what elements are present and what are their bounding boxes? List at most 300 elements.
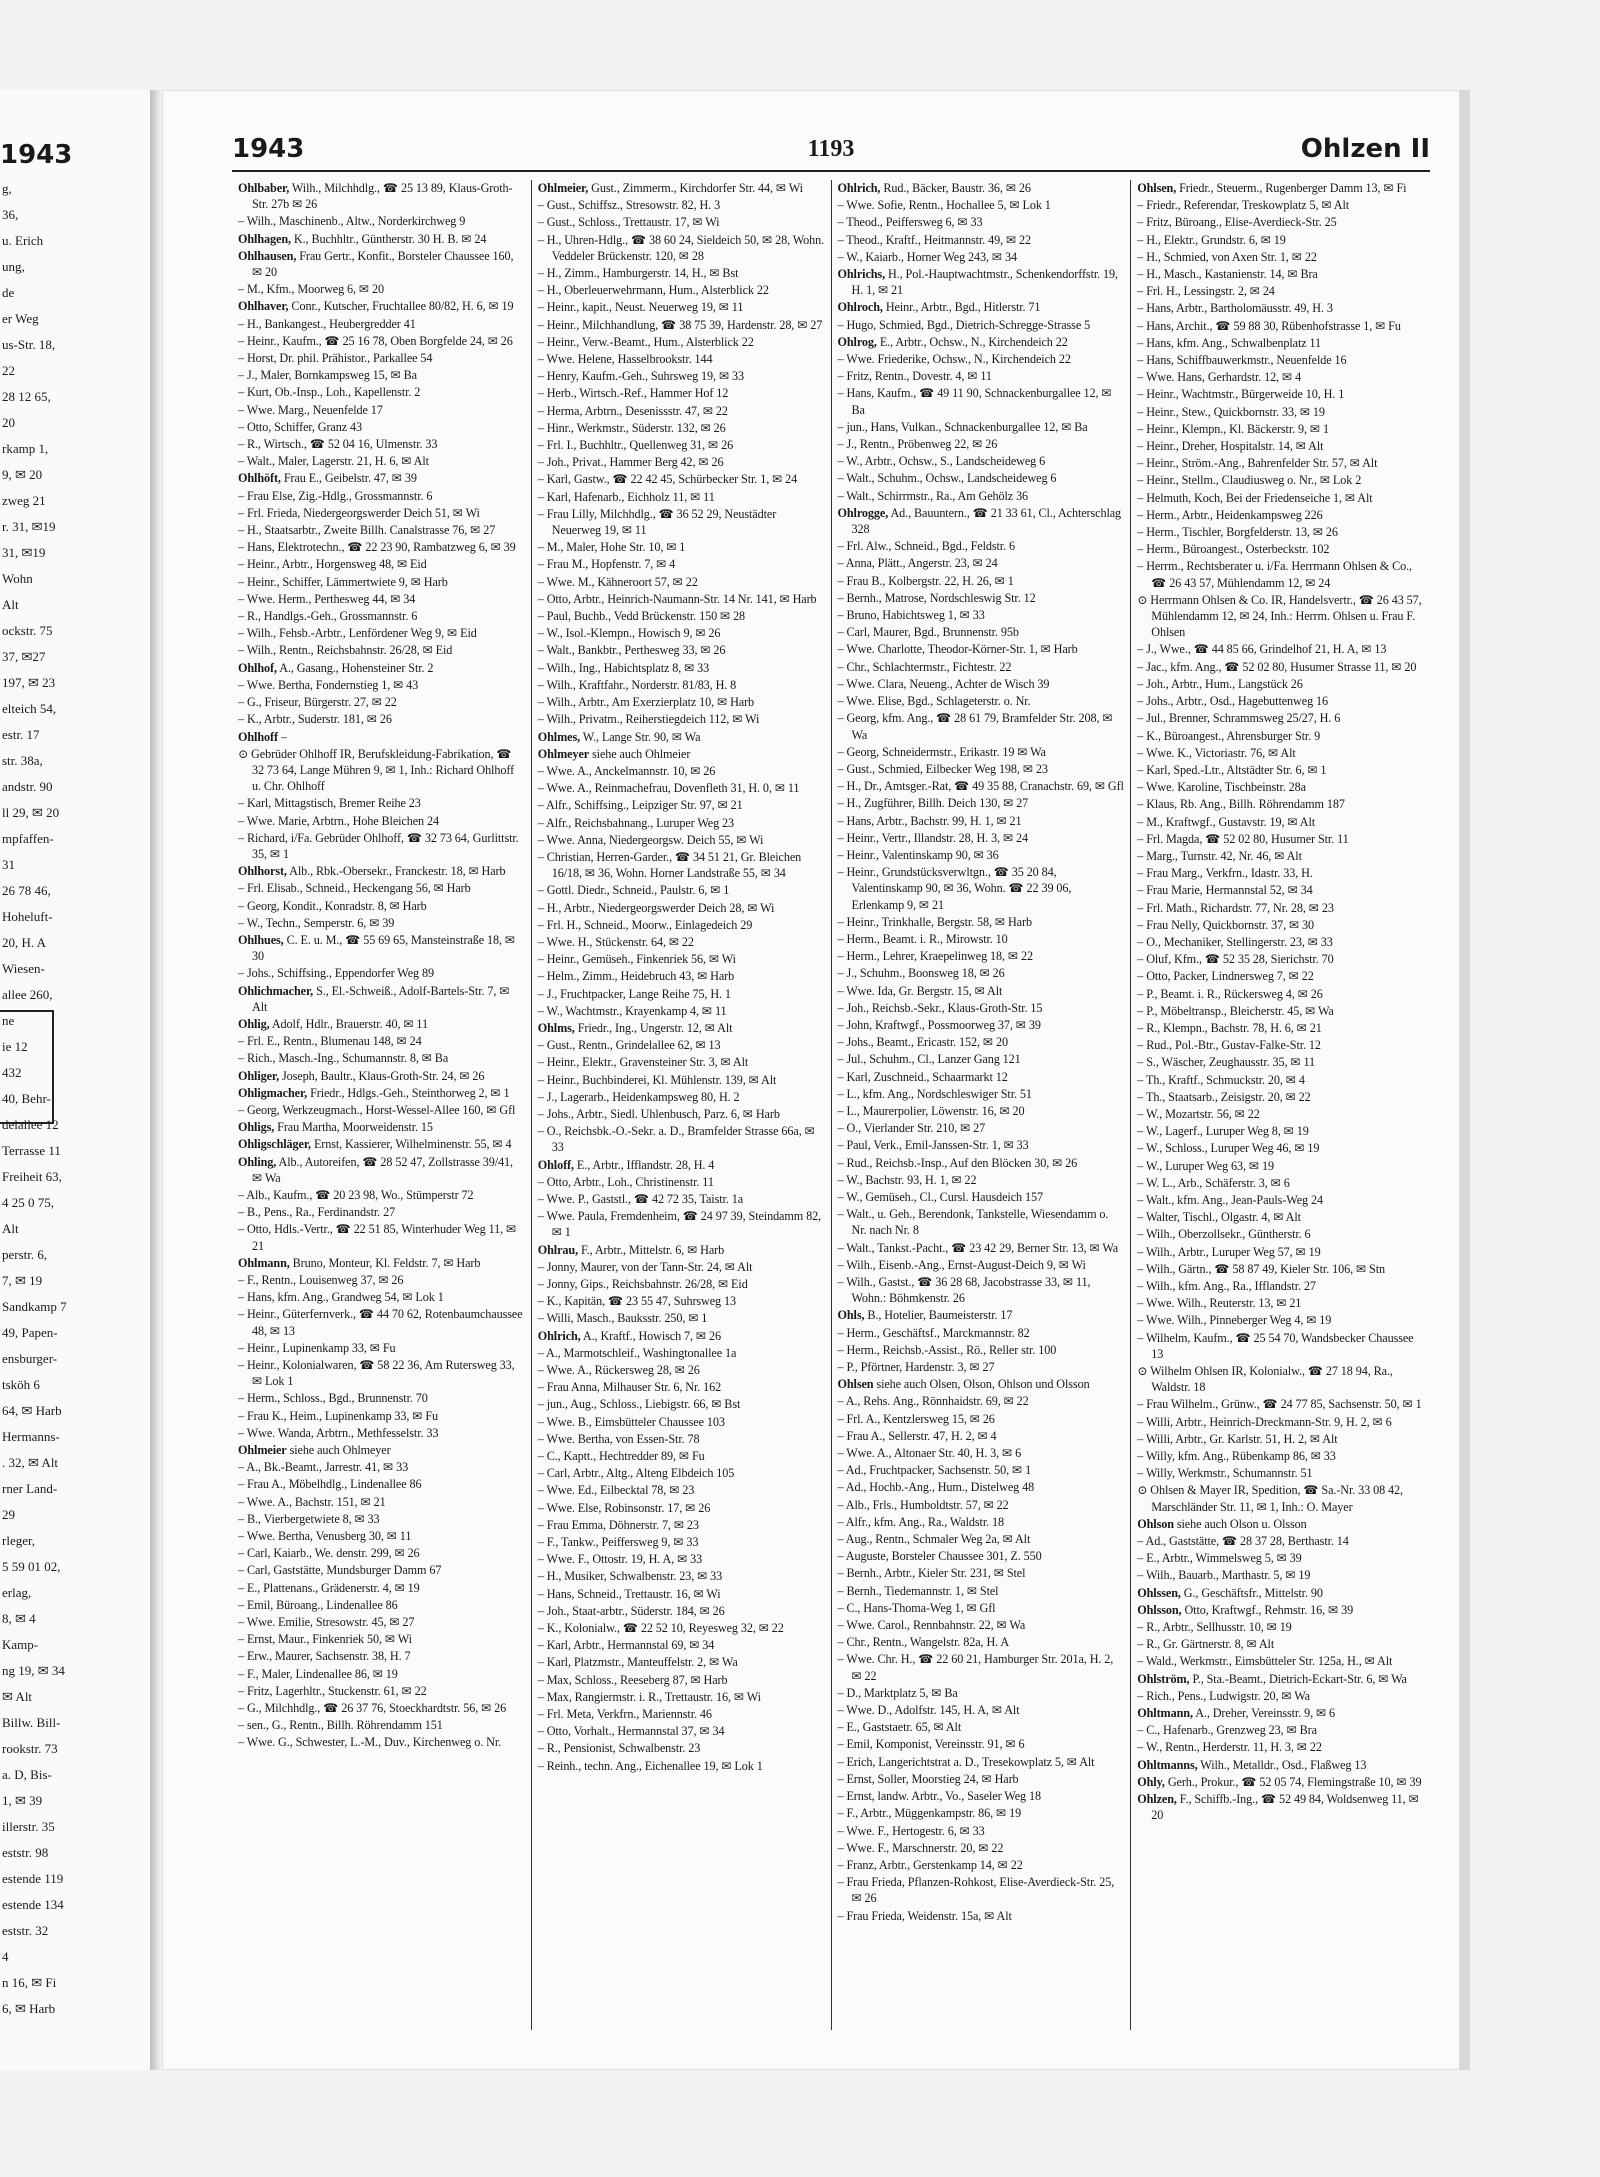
entry-details: – Wwe. A., Bachstr. 151, ✉ 21 bbox=[238, 1494, 386, 1509]
entry-details: – G., Friseur, Bürgerstr. 27, ✉ 22 bbox=[238, 695, 397, 710]
directory-entry bbox=[1137, 558, 1424, 590]
entry-details: A., Gasang., Hohensteiner Str. 2 bbox=[279, 660, 434, 675]
entry-details: – Carl, Maurer, Bgd., Brunnenstr. 95b bbox=[837, 625, 1019, 640]
directory-entry bbox=[238, 384, 525, 400]
directory-entry bbox=[1137, 1089, 1424, 1105]
directory-entry bbox=[538, 1551, 825, 1567]
directory-entry bbox=[238, 574, 525, 590]
directory-entry bbox=[838, 1874, 1125, 1906]
entry-details: – Willi, Masch., Bauksstr. 250, ✉ 1 bbox=[537, 1311, 708, 1326]
directory-entry bbox=[838, 197, 1125, 213]
entry-details: S., El.-Schweiß., Adolf-Bartels-Str. 7, ✉ Alt bbox=[252, 983, 510, 1014]
entry-details: – K., Kapitän, ☎ 23 55 47, Suhrsweg 13 bbox=[537, 1294, 736, 1309]
directory-entry bbox=[538, 642, 825, 658]
directory-entry bbox=[238, 1340, 525, 1356]
facing-page-fragment-line: 31, ✉19 bbox=[2, 545, 46, 560]
directory-entry bbox=[838, 1325, 1125, 1341]
facing-page-fragment-line: er Weg bbox=[2, 311, 39, 326]
entry-details: – Johs., Schiffsing., Eppendorfer Weg 89 bbox=[238, 966, 434, 981]
directory-entry bbox=[838, 334, 1125, 350]
entry-details: – H., Zimm., Hamburgerstr. 14, H., ✉ Bst bbox=[537, 266, 739, 281]
directory-entry bbox=[538, 625, 825, 641]
directory-entry bbox=[1137, 1175, 1424, 1191]
entry-details: – Wwe. Carol., Rennbahnstr. 22, ✉ Wa bbox=[837, 1618, 1026, 1633]
entry-details: – Rud., Pol.-Btr., Gustav-Falke-Str. 12 bbox=[1137, 1038, 1321, 1053]
entry-surname: Ohlhöft, bbox=[238, 471, 281, 486]
entry-details: – C., Kaptt., Hechtredder 89, ✉ Fu bbox=[537, 1449, 705, 1464]
directory-entry bbox=[838, 1805, 1125, 1821]
entry-details: – Heinr., Schiffer, Lämmertwiete 9, ✉ Harb bbox=[238, 574, 448, 589]
entry-details: – Erich, Langerichtstrat a. D., Tresekowplatz 5, ✉ Alt bbox=[837, 1754, 1095, 1769]
directory-entry bbox=[238, 1016, 525, 1032]
directory-entry bbox=[1137, 266, 1424, 282]
directory-entry bbox=[538, 1242, 825, 1258]
directory-entry bbox=[838, 778, 1125, 794]
facing-page-fragment-line: Hermanns- bbox=[2, 1429, 60, 1444]
directory-entry bbox=[838, 1514, 1125, 1530]
directory-entry bbox=[538, 1293, 825, 1309]
facing-page-fragment-line: Kamp- bbox=[2, 1637, 39, 1652]
facing-page-fragment-line: 197, ✉ 23 bbox=[2, 675, 56, 690]
entry-details: – K., Arbtr., Suderstr. 181, ✉ 26 bbox=[238, 712, 392, 727]
entry-details: – Rud., Reichsb.-Insp., Auf den Blöcken 30, ✉ 26 bbox=[837, 1155, 1078, 1170]
facing-page-fragment-line: ie 12 bbox=[2, 1039, 28, 1054]
entry-details: – W., Arbtr., Ochsw., S., Landscheideweg 6 bbox=[837, 454, 1046, 469]
entry-surname: Ohlsen, bbox=[1137, 181, 1177, 195]
entry-surname: Ohlms, bbox=[537, 1020, 575, 1035]
directory-entry bbox=[1137, 1567, 1424, 1583]
entry-details: – Erw., Maurer, Sachsenstr. 38, H. 7 bbox=[238, 1649, 411, 1664]
entry-details: – C., Hafenarb., Grenzweg 23, ✉ Bra bbox=[1137, 1723, 1317, 1738]
entry-details: – Heinr., Buchbinderei, Kl. Mühlenstr. 139, ✉ Alt bbox=[537, 1072, 777, 1087]
directory-entry bbox=[838, 436, 1125, 452]
entry-details: – L., kfm. Ang., Nordschleswiger Str. 51 bbox=[837, 1086, 1032, 1101]
directory-entry bbox=[1137, 1533, 1424, 1549]
directory-entry bbox=[838, 1069, 1125, 1085]
entry-details: – F., Tankw., Peiffersweg 9, ✉ 33 bbox=[537, 1535, 699, 1550]
directory-entry bbox=[538, 797, 825, 813]
entry-details: – Heinr., Kaufm., ☎ 25 16 78, Oben Borgfelde 24, ✉ 26 bbox=[238, 333, 513, 348]
directory-entry bbox=[538, 1089, 825, 1105]
entry-details: – Wwe. F., Marschnerstr. 20, ✉ 22 bbox=[837, 1840, 1004, 1855]
directory-entry bbox=[238, 1666, 525, 1682]
directory-entry bbox=[1137, 1261, 1424, 1277]
directory-entry bbox=[838, 710, 1125, 742]
entry-details: – Heinr., Kolonialwaren, ☎ 58 22 36, Am Rutersweg 33, ✉ Lok 1 bbox=[238, 1358, 515, 1389]
entry-details: – Heinr., Milchhandlung, ☎ 38 75 39, Hardenstr. 28, ✉ 27 bbox=[537, 317, 823, 332]
facing-page-fragment-line: ll 29, ✉ 20 bbox=[2, 805, 60, 820]
entry-details: – H., Elektr., Grundstr. 6, ✉ 19 bbox=[1137, 232, 1286, 247]
entry-details: H., Pol.-Hauptwachtmstr., Schenkendorffstr. 19, H. 1, ✉ 21 bbox=[851, 267, 1118, 298]
directory-entry bbox=[238, 1511, 525, 1527]
directory-entry bbox=[838, 1565, 1125, 1581]
entry-details: – H., Dr., Amtsger.-Rat, ☎ 49 35 88, Cranachstr. 69, ✉ Gfl bbox=[837, 779, 1124, 794]
directory-entry bbox=[838, 914, 1125, 930]
entry-details: – Alb., Kaufm., ☎ 20 23 98, Wo., Stümperstr 72 bbox=[238, 1187, 474, 1202]
directory-entry bbox=[238, 1119, 525, 1135]
entry-details: – Frau Wilhelm., Grünw., ☎ 24 77 85, Sachsenstr. 50, ✉ 1 bbox=[1137, 1397, 1422, 1412]
entry-details: – Carl, Kaiarb., We. denstr. 299, ✉ 26 bbox=[238, 1546, 420, 1561]
directory-entry bbox=[1137, 1158, 1424, 1174]
entry-details: – John, Kraftwgf., Possmoorweg 37, ✉ 39 bbox=[837, 1017, 1041, 1032]
directory-entry bbox=[238, 1408, 525, 1424]
directory-entry bbox=[838, 1137, 1125, 1153]
entry-details: W., Lange Str. 90, ✉ Wa bbox=[582, 729, 701, 744]
entry-details: – H., Bankangest., Heubergredder 41 bbox=[238, 316, 416, 331]
entry-details: – W., Techn., Semperstr. 6, ✉ 39 bbox=[238, 915, 395, 930]
directory-entry bbox=[1137, 641, 1424, 657]
entry-details: – R., Gr. Gärtnerstr. 8, ✉ Alt bbox=[1137, 1637, 1275, 1652]
entry-details: – Wwe. Anna, Niedergeorgsw. Deich 55, ✉ Wi bbox=[537, 832, 764, 847]
entry-details: ⊙ Wilhelm Ohlsen IR, Kolonialw., ☎ 27 18 94, Ra., Waldstr. 18 bbox=[1137, 1364, 1393, 1395]
directory-entry bbox=[838, 317, 1125, 333]
entry-details: – Bernh., Tiedemannstr. 1, ✉ Stel bbox=[837, 1583, 999, 1598]
directory-entry bbox=[838, 641, 1125, 657]
entry-details: – Alfr., Reichsbahnang., Luruper Weg 23 bbox=[537, 815, 735, 830]
entry-details: – Wwe. A., Rückersweg 28, ✉ 26 bbox=[537, 1363, 700, 1378]
entry-details: – sen., G., Rentn., Billh. Röhrendamm 151 bbox=[238, 1718, 443, 1733]
directory-entry bbox=[238, 1068, 525, 1084]
directory-entry bbox=[538, 1259, 825, 1275]
entry-details: – Wilh., Arbtr., Luruper Weg 57, ✉ 19 bbox=[1137, 1244, 1321, 1259]
entry-details: – Heinr., kapit., Neust. Neuerweg 19, ✉ 11 bbox=[537, 300, 744, 315]
directory-entry bbox=[238, 505, 525, 521]
entry-details: – H., Arbtr., Niedergeorgswerder Deich 28, ✉ Wi bbox=[537, 900, 775, 915]
entry-details: – W., Rentn., Herderstr. 11, H. 3, ✉ 22 bbox=[1137, 1740, 1322, 1755]
directory-entry bbox=[538, 574, 825, 590]
directory-entry bbox=[1137, 524, 1424, 540]
directory-entry bbox=[238, 1357, 525, 1389]
directory-entry bbox=[1137, 1244, 1424, 1260]
directory-entry bbox=[838, 1189, 1125, 1205]
facing-page-fragment-line: rkamp 1, bbox=[2, 441, 49, 456]
entry-details: – C., Hans-Thoma-Weg 1, ✉ Gfl bbox=[837, 1600, 996, 1615]
entry-details: G., Geschäftsfr., Mittelstr. 90 bbox=[1183, 1585, 1323, 1600]
directory-entry bbox=[838, 693, 1125, 709]
entry-surname: Ohlhof, bbox=[238, 660, 277, 675]
facing-page-fragment-line: 432 bbox=[2, 1065, 22, 1080]
directory-entry bbox=[238, 213, 525, 229]
directory-entry bbox=[538, 471, 825, 487]
entry-details: – Wilh., kfm. Ang., Ra., Ifflandstr. 27 bbox=[1137, 1279, 1316, 1293]
directory-entry bbox=[838, 676, 1125, 692]
directory-entry bbox=[838, 1000, 1125, 1016]
entry-details: – Wwe. Bertha, Fondernstieg 1, ✉ 43 bbox=[238, 677, 419, 692]
directory-entry bbox=[838, 830, 1125, 846]
entry-surname: Ohligmacher, bbox=[238, 1085, 308, 1100]
entry-details: – Jul., Schuhm., Cl., Lanzer Gang 121 bbox=[837, 1052, 1021, 1067]
directory-entry bbox=[838, 1908, 1125, 1924]
entry-details: – Hans, Schneid., Trettaustr. 16, ✉ Wi bbox=[537, 1586, 721, 1601]
directory-entry bbox=[538, 677, 825, 693]
entry-details: siehe auch Ohlmeier bbox=[592, 746, 691, 761]
entry-details: – W., Gemüseh., Cl., Cursl. Hausdeich 157 bbox=[837, 1189, 1043, 1204]
directory-entry bbox=[538, 780, 825, 796]
header-page-number: 1193 bbox=[807, 136, 855, 162]
directory-entry bbox=[838, 180, 1125, 196]
directory-entry bbox=[238, 1683, 525, 1699]
directory-entry bbox=[1137, 968, 1424, 984]
entry-details: – R., Klempn., Bachstr. 78, H. 6, ✉ 21 bbox=[1137, 1020, 1322, 1035]
entry-details: ⊙ Ohlsen & Mayer IR, Spedition, ☎ Sa.-Nr. 33 08 42, Marschländer Str. 11, ✉ 1, Inh.: O. Mayer bbox=[1137, 1483, 1403, 1514]
directory-entry bbox=[538, 282, 825, 298]
entry-details: – P., Möbeltransp., Bleicherstr. 45, ✉ Wa bbox=[1137, 1003, 1334, 1018]
facing-page-fragment-line: a. D, Bis- bbox=[2, 1767, 52, 1782]
directory-entry bbox=[1137, 986, 1424, 1002]
directory-entry bbox=[238, 231, 525, 247]
facing-page-fragment-line: 6, ✉ Harb bbox=[2, 2001, 56, 2016]
directory-entry bbox=[538, 232, 825, 264]
entry-details: – Otto, Vorhalt., Hermannstal 37, ✉ 34 bbox=[537, 1724, 725, 1739]
entry-details: – Ernst, landw. Arbtr., Vo., Saseler Weg 18 bbox=[837, 1789, 1041, 1804]
directory-entry bbox=[1137, 1192, 1424, 1208]
directory-entry bbox=[238, 1136, 525, 1152]
directory-entry bbox=[238, 248, 525, 280]
entry-details: – S., Wäscher, Zeughausstr. 35, ✉ 11 bbox=[1137, 1055, 1315, 1070]
entry-details: – Johs., Beamt., Ericastr. 152, ✉ 20 bbox=[837, 1035, 1008, 1050]
directory-entry bbox=[1137, 455, 1424, 471]
directory-entry bbox=[538, 506, 825, 538]
directory-entry bbox=[538, 1482, 825, 1498]
entry-details: – J., Lagerarb., Heidenkampsweg 80, H. 2 bbox=[537, 1089, 740, 1104]
directory-entry bbox=[238, 1033, 525, 1049]
directory-entry bbox=[538, 1123, 825, 1155]
entry-details: – H., Uhren-Hdlg., ☎ 38 60 24, Sieldeich 50, ✉ 28, Wohn. Veddeler Brückenstr. 120, ✉ 28 bbox=[537, 232, 825, 263]
entry-details: – Frau K., Heim., Lupinenkamp 33, ✉ Fu bbox=[238, 1408, 439, 1423]
entry-details: – W., Mozartstr. 56, ✉ 22 bbox=[1137, 1106, 1260, 1121]
directory-entry bbox=[538, 1517, 825, 1533]
entry-details: – Wilh., Gärtn., ☎ 58 87 49, Kieler Str. 106, ✉ Stn bbox=[1137, 1261, 1385, 1276]
directory-entry bbox=[838, 1583, 1125, 1599]
entry-details: – Johs., Arbtr., Osd., Hagebuttenweg 16 bbox=[1137, 694, 1328, 709]
entry-details: – Wwe. A., Reinmachefrau, Dovenfleth 31, H. 0, ✉ 11 bbox=[537, 781, 800, 796]
facing-page-fragment-line: estende 134 bbox=[2, 1897, 64, 1912]
directory-entry bbox=[838, 1840, 1125, 1856]
entry-details: – E., Plattenans., Grädenerstr. 4, ✉ 19 bbox=[238, 1580, 420, 1595]
entry-details: – Hans, Arbtr., Bachstr. 99, H. 1, ✉ 21 bbox=[837, 813, 1022, 828]
entry-details: siehe auch Ohlmeyer bbox=[289, 1443, 391, 1458]
entry-details: Joseph, Baultr., Klaus-Groth-Str. 24, ✉ 26 bbox=[282, 1068, 485, 1083]
entry-details: – Hans, Archit., ☎ 59 88 30, Rübenhofstrasse 1, ✉ Fu bbox=[1137, 318, 1401, 333]
directory-entry bbox=[1137, 848, 1424, 864]
directory-entry bbox=[838, 1086, 1125, 1102]
entry-details: – Wwe. H., Stückenstr. 64, ✉ 22 bbox=[537, 934, 694, 949]
directory-entry bbox=[238, 1700, 525, 1716]
directory-entry bbox=[238, 522, 525, 538]
entry-details: – Heinr., Valentinskamp 90, ✉ 36 bbox=[837, 847, 999, 862]
entry-details: – Oluf, Kfm., ☎ 52 35 28, Sierichstr. 70 bbox=[1137, 952, 1334, 967]
entry-details: – Wilh., Gastst., ☎ 36 28 68, Jacobstrasse 33, ✉ 11, Wohn.: Böhmkenstr. 26 bbox=[837, 1275, 1091, 1306]
entry-details: – Herm., Arbtr., Heidenkampsweg 226 bbox=[1137, 507, 1323, 522]
entry-details: – J., Wwe., ☎ 44 85 66, Grindelhof 21, H. A, ✉ 13 bbox=[1137, 642, 1387, 657]
directory-entry bbox=[1137, 728, 1424, 744]
directory-entry bbox=[1137, 1003, 1424, 1019]
directory-entry bbox=[538, 660, 825, 676]
facing-page-fragment-line: 7, ✉ 19 bbox=[2, 1273, 43, 1288]
directory-entry bbox=[538, 694, 825, 710]
entry-surname: Ohlson bbox=[1137, 1516, 1174, 1531]
facing-page-fragment-line: rookstr. 73 bbox=[2, 1741, 58, 1756]
entry-details: – Herm., Tischler, Borgfelderstr. 13, ✉ 26 bbox=[1137, 525, 1338, 540]
entry-details: – Ernst, Maur., Finkenriek 50, ✉ Wi bbox=[238, 1632, 412, 1647]
entry-details: – bbox=[280, 729, 287, 744]
entry-details: – Frau A., Sellerstr. 47, H. 2, ✉ 4 bbox=[837, 1428, 997, 1443]
directory-entry bbox=[1137, 1688, 1424, 1704]
directory-entry bbox=[1137, 1363, 1424, 1395]
directory-entry bbox=[538, 1054, 825, 1070]
directory-entry bbox=[238, 1614, 525, 1630]
directory-entry bbox=[238, 298, 525, 314]
directory-entry bbox=[838, 1685, 1125, 1701]
facing-page-fragment-line: 26 78 46, bbox=[2, 883, 51, 898]
directory-entry bbox=[838, 368, 1125, 384]
entry-surname: Ohlsson, bbox=[1137, 1602, 1182, 1617]
entry-details: – Heinr., Trinkhalle, Bergstr. 58, ✉ Harb bbox=[837, 914, 1032, 929]
entry-surname: Ohlroch, bbox=[837, 300, 883, 315]
directory-entry bbox=[838, 624, 1125, 640]
entry-details: – Frl. Math., Richardstr. 77, Nr. 28, ✉ 23 bbox=[1137, 900, 1334, 915]
directory-entry bbox=[538, 1672, 825, 1688]
directory-entry bbox=[538, 1740, 825, 1756]
directory-entry bbox=[838, 864, 1125, 913]
directory-entry bbox=[238, 795, 525, 811]
entry-details: – Frau M., Hopfenstr. 7, ✉ 4 bbox=[537, 557, 676, 572]
directory-entry bbox=[1137, 249, 1424, 265]
entry-details: – Hans, Schiffbauwerkmstr., Neuenfelde 16 bbox=[1137, 353, 1347, 368]
entry-details: – Bernh., Arbtr., Kieler Str. 231, ✉ Stel bbox=[837, 1566, 1026, 1581]
directory-entry bbox=[238, 1272, 525, 1288]
entry-details: – E., Gaststaetr. 65, ✉ Alt bbox=[837, 1720, 962, 1735]
entry-details: – Herrm., Rechtsberater u. i/Fa. Herrmann Ohlsen & Co., ☎ 26 43 57, Mühlendamm 12, ✉ 24 bbox=[1137, 559, 1412, 590]
entry-details: – Karl, Platzmstr., Manteuffelstr. 2, ✉ Wa bbox=[537, 1655, 738, 1670]
directory-entry bbox=[538, 934, 825, 950]
directory-entry bbox=[238, 1459, 525, 1475]
entry-details: – Alb., Frls., Humboldtstr. 57, ✉ 22 bbox=[837, 1497, 1009, 1512]
directory-entry bbox=[538, 1276, 825, 1292]
directory-entry bbox=[838, 419, 1125, 435]
directory-entry bbox=[1137, 438, 1424, 454]
entry-surname: Ohlmann, bbox=[238, 1255, 290, 1270]
facing-page-fragment-line: de bbox=[2, 285, 15, 300]
header-keyword: Ohlzen II bbox=[1300, 134, 1430, 164]
entry-details: – Aug., Rentn., Schmaler Weg 2a, ✉ Alt bbox=[837, 1532, 1031, 1547]
directory-entry bbox=[838, 488, 1125, 504]
directory-entry bbox=[1137, 1054, 1424, 1070]
entry-details: – Wwe. Chr. H., ☎ 22 60 21, Hamburger Str. 201a, H. 2, ✉ 22 bbox=[837, 1652, 1114, 1683]
directory-entry bbox=[538, 351, 825, 367]
entry-details: – Willi, Arbtr., Heinrich-Dreckmann-Str. 9, H. 2, ✉ 6 bbox=[1137, 1414, 1392, 1429]
directory-entry bbox=[538, 420, 825, 436]
entry-details: – Theod., Peiffersweg 6, ✉ 33 bbox=[837, 215, 983, 230]
facing-page-fragment-line: Alt bbox=[2, 597, 19, 612]
directory-entry bbox=[538, 1448, 825, 1464]
facing-page-fragment-line: 22 bbox=[2, 363, 15, 378]
entry-details: Ernst, Kassierer, Wilhelminenstr. 55, ✉ 4 bbox=[313, 1137, 512, 1152]
entry-details: – Bruno, Habichtsweg 1, ✉ 33 bbox=[837, 608, 985, 623]
directory-entry bbox=[838, 505, 1125, 537]
entry-details: – Emil, Büroang., Lindenallee 86 bbox=[238, 1597, 398, 1612]
entry-details: – F., Arbtr., Müggenkampstr. 86, ✉ 19 bbox=[837, 1806, 1022, 1821]
entry-details: E., Arbtr., Ochsw., N., Kirchendeich 22 bbox=[879, 334, 1068, 349]
entry-details: – J., Maler, Bornkampsweg 15, ✉ Ba bbox=[238, 368, 417, 383]
facing-page-fragment-line: zweg 21 bbox=[2, 493, 46, 508]
directory-entry bbox=[838, 538, 1125, 554]
entry-details: – Joh., Reichsb.-Sekr., Klaus-Groth-Str. 15 bbox=[837, 1000, 1043, 1015]
entry-details: – Karl, Arbtr., Hermannstal 69, ✉ 34 bbox=[537, 1638, 715, 1653]
entry-details: – Herm., Geschäftsf., Marckmannstr. 82 bbox=[837, 1325, 1030, 1340]
entry-surname: Ohls, bbox=[837, 1308, 865, 1323]
directory-entry bbox=[1137, 1465, 1424, 1481]
facing-page-fragment-line: g, bbox=[2, 181, 12, 196]
entry-details: – Frau Frieda, Weidenstr. 15a, ✉ Alt bbox=[837, 1908, 1012, 1923]
entry-details: – K., Kolonialw., ☎ 22 52 10, Reyesweg 32, ✉ 22 bbox=[537, 1621, 784, 1636]
directory-entry bbox=[1137, 1671, 1424, 1687]
directory-entry bbox=[238, 1734, 525, 1750]
directory-entry bbox=[838, 1462, 1125, 1478]
entry-details: – P., Beamt. i. R., Rückersweg 4, ✉ 26 bbox=[1137, 986, 1323, 1001]
directory-entry bbox=[1137, 865, 1424, 881]
directory-entry bbox=[838, 1857, 1125, 1873]
entry-details: – Fritz, Rentn., Dovestr. 4, ✉ 11 bbox=[837, 369, 992, 384]
directory-entry bbox=[838, 761, 1125, 777]
facing-page-fragment-line: erlag, bbox=[2, 1585, 32, 1600]
facing-page-fragment-line: estende 119 bbox=[2, 1871, 64, 1886]
directory-entry bbox=[238, 556, 525, 572]
directory-entry bbox=[1137, 659, 1424, 675]
entry-details: – jun., Aug., Schloss., Liebigstr. 66, ✉ Bst bbox=[537, 1397, 741, 1412]
directory-entry bbox=[1137, 814, 1424, 830]
entry-details: – Gottl. Diedr., Schneid., Paulstr. 6, ✉ 1 bbox=[537, 883, 730, 898]
directory-entry bbox=[1137, 882, 1424, 898]
directory-entry bbox=[238, 1187, 525, 1203]
entry-details: – Wwe. P., Gaststl., ☎ 42 72 35, Taistr. 1a bbox=[537, 1191, 743, 1206]
directory-entry bbox=[238, 1631, 525, 1647]
directory-entry bbox=[238, 1562, 525, 1578]
facing-page-fragment-line: ng 19, ✉ 34 bbox=[2, 1663, 65, 1678]
directory-entry bbox=[538, 1157, 825, 1173]
directory-entry bbox=[538, 1191, 825, 1207]
directory-entry bbox=[1137, 592, 1424, 641]
directory-entry bbox=[538, 1106, 825, 1122]
facing-page-fragment-line: tsköh 6 bbox=[2, 1377, 40, 1392]
entry-details: – Alfr., kfm. Ang., Ra., Waldstr. 18 bbox=[837, 1514, 1004, 1529]
entry-details: – Frl. Alw., Schneid., Bgd., Feldstr. 6 bbox=[837, 539, 1015, 554]
directory-entry bbox=[238, 983, 525, 1015]
directory-entry bbox=[838, 1719, 1125, 1735]
column-1 bbox=[232, 180, 532, 2030]
directory-entry bbox=[1137, 1636, 1424, 1652]
directory-entry bbox=[538, 711, 825, 727]
directory-entry bbox=[838, 1736, 1125, 1752]
directory-entry bbox=[838, 847, 1125, 863]
entry-details: – Klaus, Rb. Ang., Billh. Röhrendamm 187 bbox=[1137, 797, 1345, 812]
directory-entry bbox=[1137, 507, 1424, 523]
entry-surname: Ohlhagen, bbox=[238, 231, 291, 246]
entry-details: – Max, Rangiermstr. i. R., Trettaustr. 16, ✉ Wi bbox=[537, 1689, 761, 1704]
directory-entry bbox=[1137, 917, 1424, 933]
facing-page-fragment-line: 20 bbox=[2, 415, 15, 430]
entry-details: – Wwe. Friederike, Ochsw., N., Kirchendeich 22 bbox=[837, 352, 1071, 367]
facing-page-fragment-line: n 16, ✉ Fi bbox=[2, 1975, 57, 1990]
facing-page-fragment-line: ockstr. 75 bbox=[2, 623, 53, 638]
facing-page-fragment-line: 37, ✉27 bbox=[2, 649, 46, 664]
entry-details: Bruno, Monteur, Kl. Feldstr. 7, ✉ Harb bbox=[292, 1255, 481, 1270]
directory-entry bbox=[838, 1120, 1125, 1136]
entry-details: – Marg., Turnstr. 42, Nr. 46, ✉ Alt bbox=[1137, 848, 1302, 863]
facing-page-fragment-line: rner Land- bbox=[2, 1481, 58, 1496]
entry-details: C. E. u. M., ☎ 55 69 65, Mansteinstraße 18, ✉ 30 bbox=[252, 932, 515, 964]
facing-page-fragment-line: Sandkamp 7 bbox=[2, 1299, 67, 1314]
